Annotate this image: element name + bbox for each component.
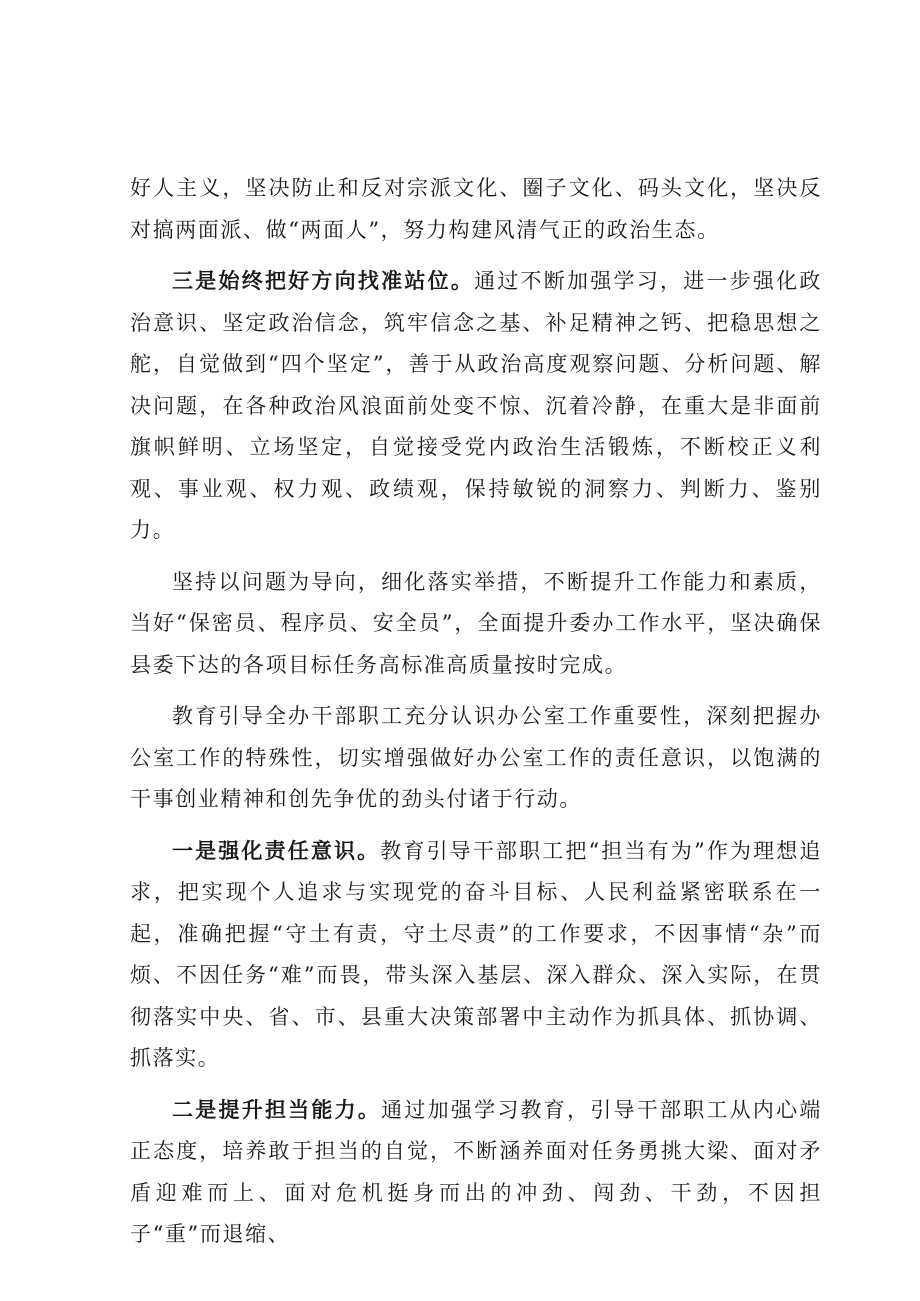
paragraph-text: 教育引导全办干部职工充分认识办公室工作重要性，深刻把握办公室工作的特殊性，切实增强做好办公室工作的责任意识，以饱满的干事创业精神和创先争优的劲头付诸于行动。 — [130, 704, 822, 811]
paragraph-problem-oriented — [130, 562, 822, 687]
paragraph-text: 通过不断加强学习，进一步强化政治意识、坚定政治信念，筑牢信念之基、补足精神之钙、把稳思想之舵，自觉做到“四个坚定”，善于从政治高度观察问题、分析问题、解决问题，在各种政治风浪面前处变不惊、沉着冷静，在重大是非面前旗帜鲜明、立场坚定，自觉接受党内政治生活锻炼，不断校正义利观、事业观、权力观、政绩观，保持敏锐的洞察力、判断力、鉴别力。 — [130, 269, 822, 542]
paragraph-text: 坚持以问题为导向，细化落实举措，不断提升工作能力和素质，当好“保密员、程序员、安全员”，全面提升委办工作水平，坚决确保县委下达的各项目标任务高标准高质量按时完成。 — [130, 569, 822, 677]
paragraph-point-one — [130, 831, 822, 1080]
paragraph-heading: 一是强化责任意识。 — [172, 838, 381, 863]
paragraph-point-three — [130, 261, 822, 552]
paragraph-text: 教育引导干部职工把“担当有为”作为理想追求，把实现个人追求与实现党的奋斗目标、人民利益紧密联系在一起，准确把握“守土有责，守土尽责”的工作要求，不因事情“杂”而烦、不因任务“难”而畏，带头深入基层、深入群众、深入实际，在贯彻落实中央、省、市、县重大决策部署中主动作为抓具体、抓协调、抓落实。 — [130, 838, 822, 1070]
paragraph-point-two — [130, 1090, 822, 1256]
paragraph-text: 好人主义，坚决防止和反对宗派文化、圈子文化、码头文化，坚决反对搞两面派、做“两面人”，努力构建风清气正的政治生态。 — [130, 176, 822, 242]
paragraph-heading: 三是始终把好方向找准站位。 — [172, 269, 475, 293]
paragraph-text: 通过加强学习教育，引导干部职工从内心端正态度，培养敢于担当的自觉，不断涵养面对任务勇挑大梁、面对矛盾迎难而上、面对危机挺身而出的冲劲、闯劲、干劲，不因担子“重”而退缩、 — [130, 1097, 822, 1246]
paragraph-continuation — [130, 168, 822, 251]
document-body — [130, 168, 822, 1266]
paragraph-education-guidance — [130, 696, 822, 821]
paragraph-heading: 二是提升担当能力。 — [172, 1097, 382, 1122]
